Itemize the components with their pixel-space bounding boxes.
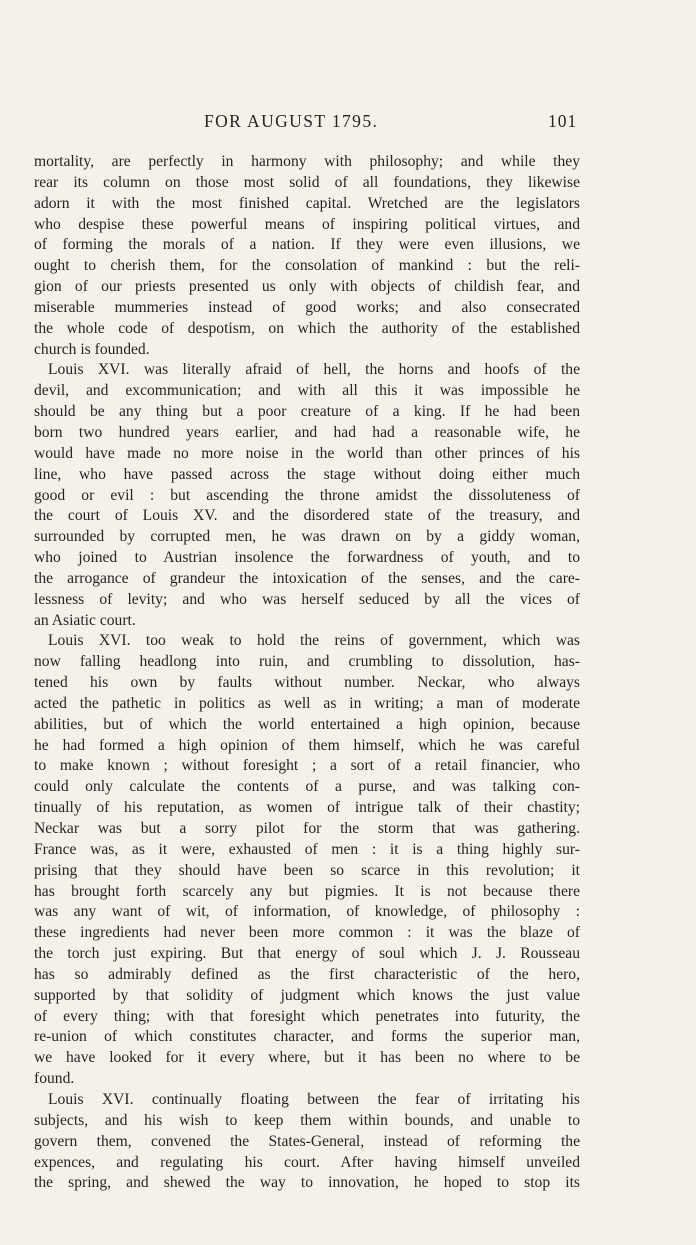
text-line: the arrogance of grandeur the intoxication of the senses, and the care- (34, 569, 580, 587)
running-title: FOR AUGUST 1795. (204, 111, 379, 131)
text-line: born two hundred years earlier, and had had a reasonable wife, he (34, 423, 580, 441)
text-line: an Asiatic court. (34, 611, 136, 629)
text-line: the whole code of despotism, on which the authority of the established (34, 319, 580, 337)
text-line: should be any thing but a poor creature of a king. If he had been (34, 403, 580, 421)
text-line: govern them, convened the States-General, instead of reforming the (34, 1132, 580, 1150)
text-line: rear its column on those most solid of all foundations, they likewise (34, 173, 580, 191)
text-line: Louis XVI. too weak to hold the reins of government, which was (48, 632, 580, 650)
text-line: ought to cherish them, for the consolation of mankind : but the reli- (34, 257, 580, 275)
text-line: has so admirably defined as the first characteristic of the hero, (34, 965, 580, 983)
text-line: tened his own by faults without number. Neckar, who always (34, 674, 580, 692)
text-line: surrounded by corrupted men, he was drawn on by a giddy woman, (34, 528, 580, 546)
text-line: these ingredients had never been more common : it was the blaze of (34, 924, 580, 942)
text-line: acted the pathetic in politics as well as in writing; a man of moderate (34, 694, 580, 712)
text-line: prising that they should have been so scarce in this revolution; it (34, 861, 580, 879)
text-line: mortality, are perfectly in harmony with philosophy; and while they (34, 153, 580, 170)
text-line: who despise these powerful means of inspiring political virtues, and (34, 215, 580, 233)
text-line: good or evil : but ascending the throne amidst the dissoluteness of (34, 486, 580, 504)
text-line: found. (34, 1070, 75, 1088)
text-line: adorn it with the most finished capital. Wretched are the legislators (34, 194, 580, 212)
text-line: now falling headlong into ruin, and crumbling to dissolution, has- (34, 653, 580, 671)
text-line: re-union of which constitutes character, and forms the superior man, (34, 1028, 580, 1046)
text-line: who joined to Austrian insolence the forwardness of youth, and to (34, 549, 580, 567)
text-line: has brought forth scarcely any but pigmies. It is not because there (34, 882, 580, 900)
page-number: 101 (548, 111, 578, 131)
running-header (0, 111, 696, 135)
text-line: subjects, and his wish to keep them within bounds, and unable to (34, 1111, 580, 1129)
text-line: was any want of wit, of information, of knowledge, of philosophy : (34, 903, 580, 921)
text-line: abilities, but of which the world entertained a high opinion, because (34, 715, 580, 733)
text-line: could only calculate the contents of a purse, and was talking con- (34, 778, 580, 796)
body-text (34, 152, 580, 1194)
text-line: devil, and excommunication; and with all this it was impossible he (34, 382, 580, 400)
text-line: gion of our priests presented us only with objects of childish fear, and (34, 278, 580, 296)
text-line: Louis XVI. continually floating between the fear of irritating his (48, 1090, 580, 1108)
text-line: he had formed a high opinion of them himself, which he was careful (34, 736, 580, 754)
text-line: miserable mummeries instead of good works; and also consecrated (34, 298, 580, 316)
text-line: France was, as it were, exhausted of men : it is a thing highly sur- (34, 840, 580, 858)
text-line: the court of Louis XV. and the disordered state of the treasury, and (34, 507, 580, 525)
text-line: Louis XVI. was literally afraid of hell, the horns and hoofs of the (48, 361, 580, 379)
text-line: tinually of his reputation, as women of intrigue talk of their chastity; (34, 799, 580, 817)
text-line: line, who have passed across the stage without doing either much (34, 465, 580, 483)
text-line: the torch just expiring. But that energy of soul which J. J. Rousseau (34, 945, 580, 963)
text-line: of forming the morals of a nation. If they were even illusions, we (34, 236, 580, 254)
text-line: of every thing; with that foresight which penetrates into futurity, the (34, 1007, 580, 1025)
text-line: Neckar was but a sorry pilot for the storm that was gathering. (34, 820, 580, 837)
text-line: would have made no more noise in the world than other princes of his (34, 444, 580, 462)
text-line: expences, and regulating his court. After having himself unveiled (34, 1153, 580, 1171)
text-line: to make known ; without foresight ; a sort of a retail financier, who (34, 757, 580, 775)
text-line: church is founded. (34, 340, 150, 358)
text-line: lessness of levity; and who was herself seduced by all the vices of (34, 590, 580, 608)
text-line: the spring, and shewed the way to innovation, he hoped to stop its (34, 1174, 580, 1192)
text-line: supported by that solidity of judgment which knows the just value (34, 986, 580, 1004)
text-line: we have looked for it every where, but it has been no where to be (34, 1049, 580, 1067)
